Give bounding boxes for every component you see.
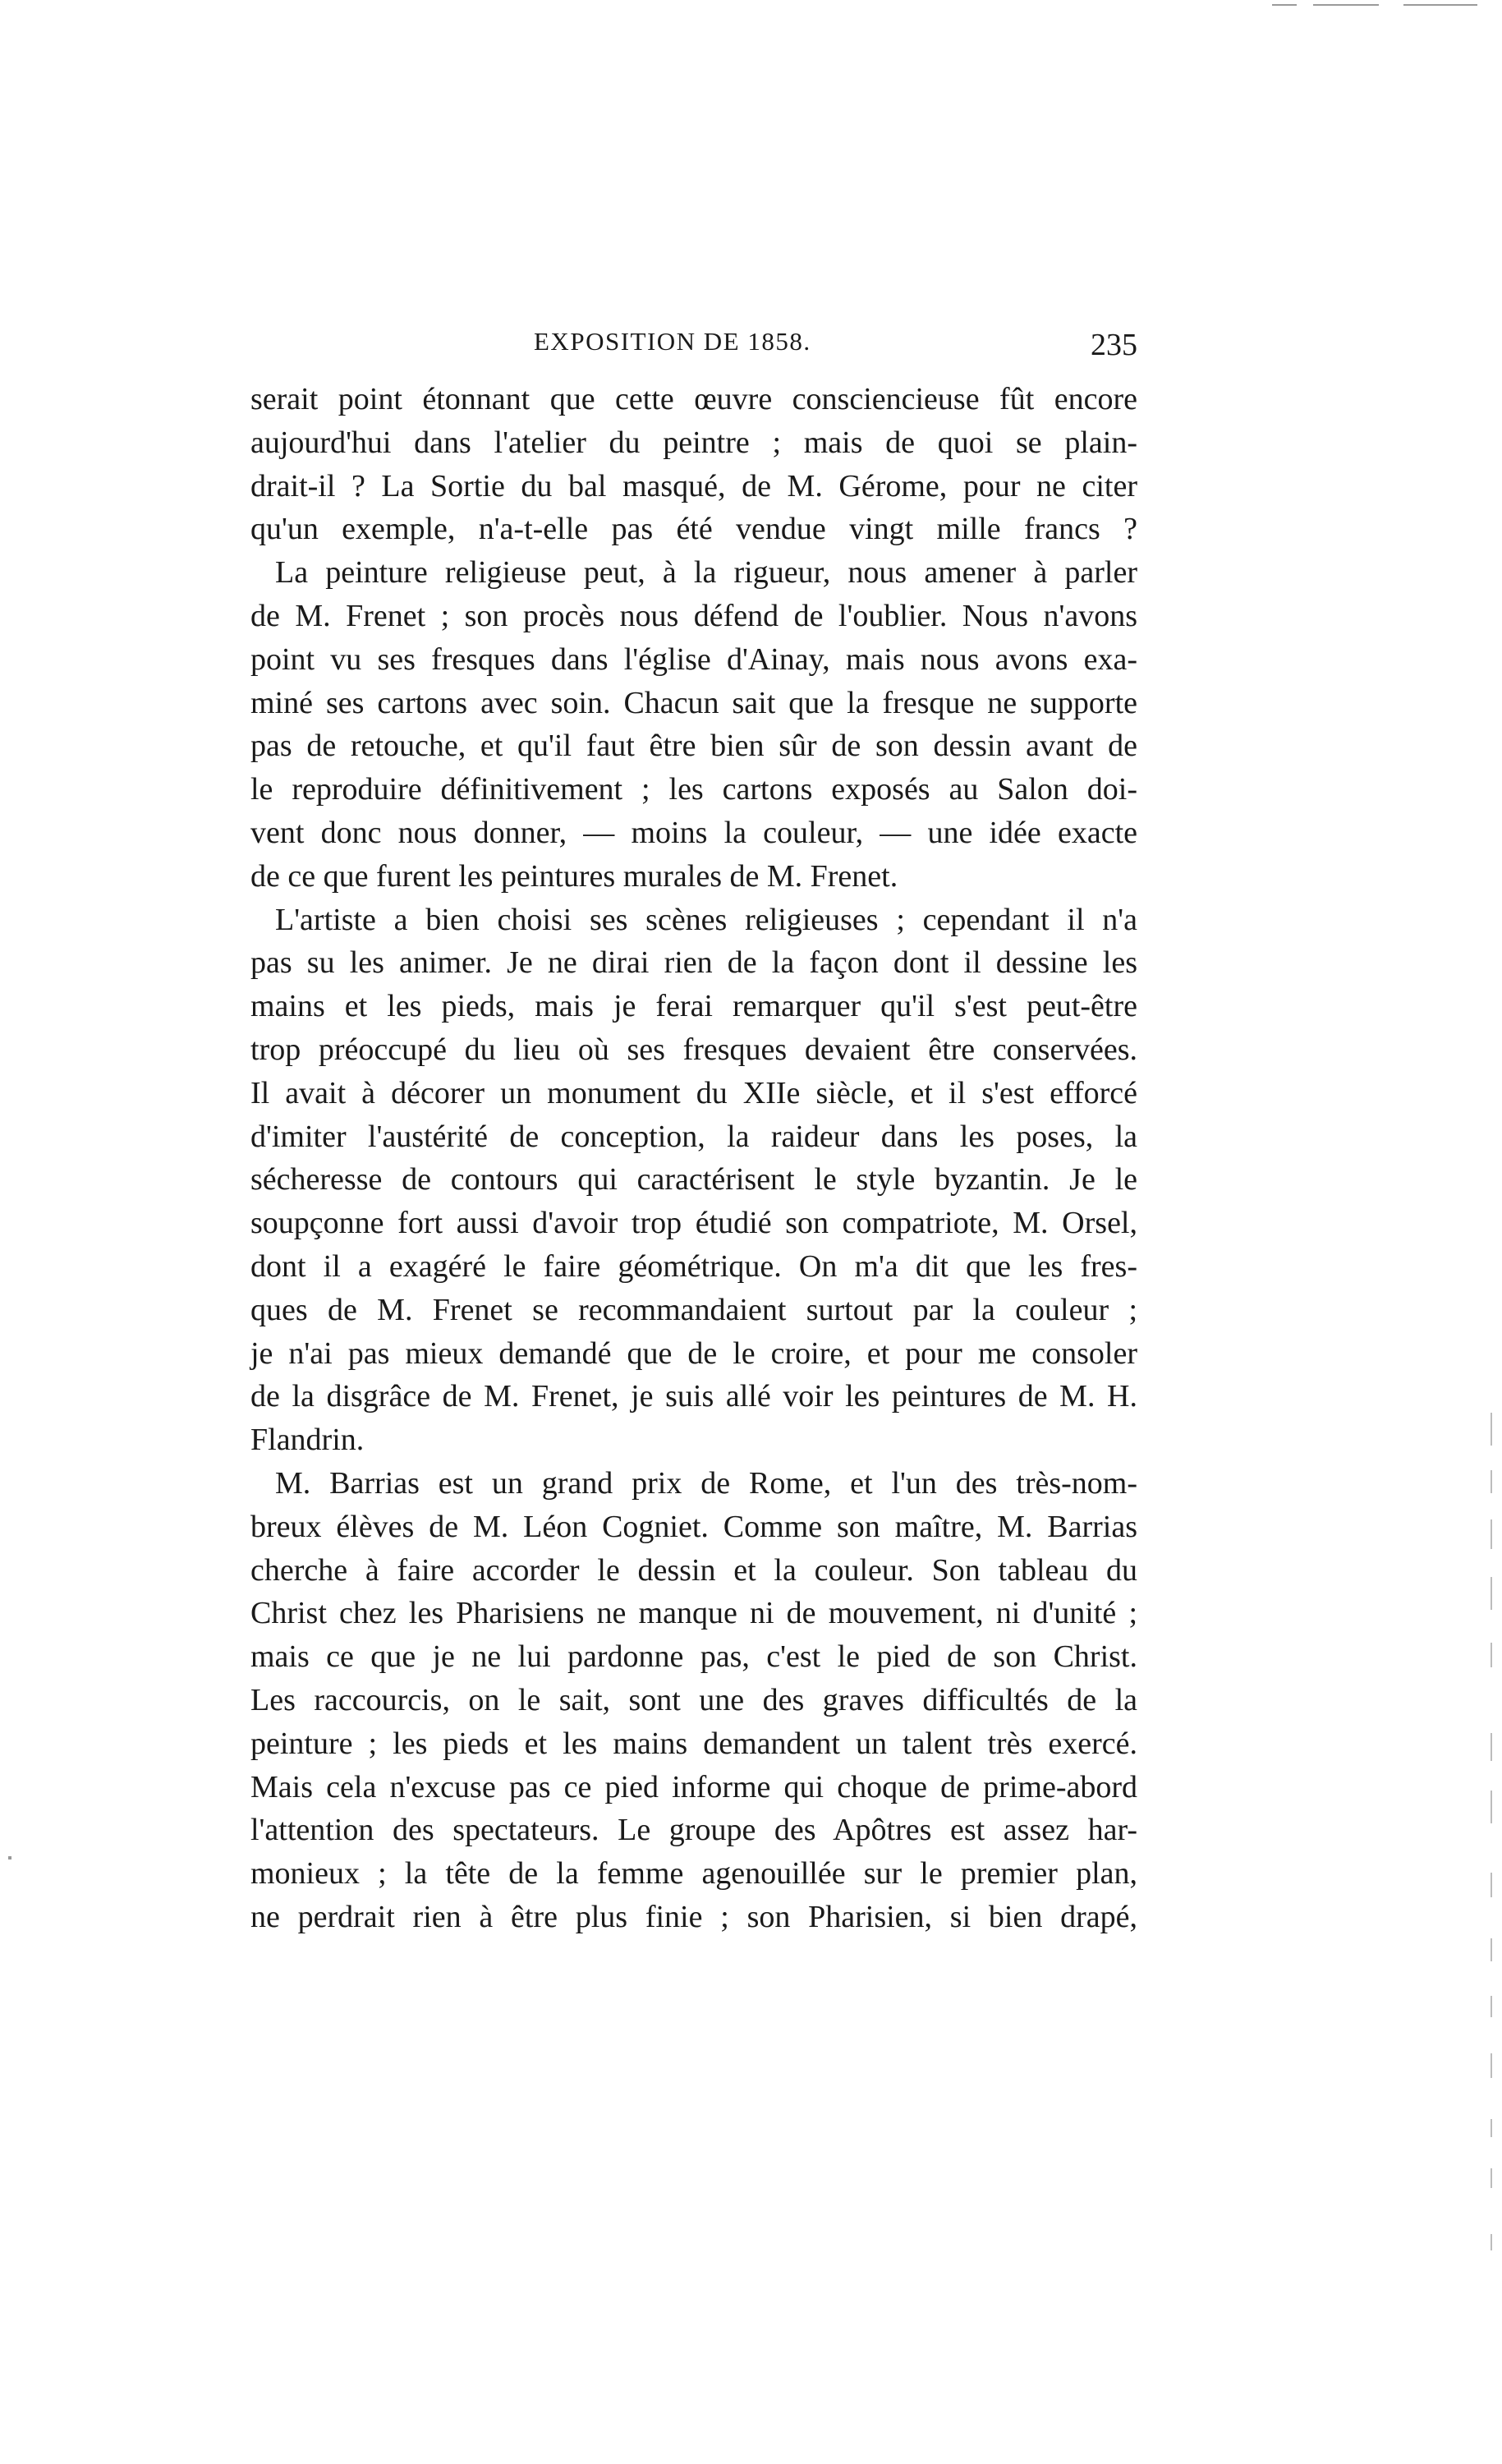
text-line: pas su les animer. Je ne dirai rien de la façon dont il dessine les [250, 945, 1137, 981]
text-line: monieux ; la tête de la femme agenouillée sur le premier plan, [250, 1856, 1137, 1892]
running-title: EXPOSITION DE 1858. [534, 327, 811, 356]
text-line: de la disgrâce de M. Frenet, je suis allé voir les peintures de M. H. [250, 1379, 1137, 1414]
text-line: ques de M. Frenet se recommandaient surtout par la couleur ; [250, 1292, 1137, 1327]
margin-mark [1491, 1413, 1492, 1446]
body-text [250, 378, 1137, 1939]
text-line: Christ chez les Pharisiens ne manque ni de mouvement, ni d'unité ; [250, 1596, 1137, 1631]
scan-edge-marks [1264, 0, 1502, 11]
page-number: 235 [1091, 328, 1137, 362]
margin-mark [1491, 2119, 1492, 2137]
margin-mark [1491, 1938, 1492, 1961]
margin-mark [1491, 1733, 1492, 1761]
text-line: Flandrin. [250, 1423, 365, 1458]
margin-mark [1491, 1996, 1492, 2017]
margin-mark [1491, 1791, 1492, 1823]
text-line: M. Barrias est un grand prix de Rome, et l'un des très-nom- [275, 1465, 1137, 1501]
text-line: La peinture religieuse peut, à la rigueur, nous amener à parler [275, 555, 1137, 591]
text-line: le reproduire définitivement ; les cartons exposés au Salon doi- [250, 772, 1137, 807]
text-line: Mais cela n'excuse pas ce pied informe qui choque de prime-abord [250, 1769, 1137, 1804]
margin-mark [1491, 1873, 1492, 1897]
text-line: trop préoccupé du lieu où ses fresques devaient être conservées. [250, 1032, 1137, 1067]
margin-mark [1491, 2234, 1492, 2250]
text-line: cherche à faire accorder le dessin et la couleur. Son tableau du [250, 1552, 1137, 1588]
text-line: mais ce que je ne lui pardonne pas, c'est le pied de son Christ. [250, 1639, 1137, 1675]
text-line: de M. Frenet ; son procès nous défend de l'oublier. Nous n'avons [250, 598, 1137, 633]
margin-mark [1491, 1519, 1492, 1549]
running-head [250, 327, 1137, 376]
text-line: miné ses cartons avec soin. Chacun sait que la fresque ne supporte [250, 685, 1137, 720]
text-line: peinture ; les pieds et les mains demandent un talent très exercé. [250, 1726, 1137, 1761]
margin-mark [1491, 2168, 1492, 2188]
text-line: sécheresse de contours qui caractérisent le style byzantin. Je le [250, 1162, 1137, 1198]
text-line: dont il a exagéré le faire géométrique. On m'a dit que les fres- [250, 1248, 1137, 1284]
text-line: l'attention des spectateurs. Le groupe des Apôtres est assez har- [250, 1813, 1137, 1848]
text-line: serait point étonnant que cette œuvre consciencieuse fût encore [250, 382, 1137, 416]
text-line: ne perdrait rien à être plus finie ; son Pharisien, si bien drapé, [250, 1899, 1137, 1934]
text-line: de ce que furent les peintures murales de M. Frenet. [250, 858, 898, 894]
margin-mark [1491, 1577, 1492, 1610]
text-line: je n'ai pas mieux demandé que de le croire, et pour me consoler [250, 1335, 1137, 1371]
text-line: breux élèves de M. Léon Cogniet. Comme son maître, M. Barrias [250, 1509, 1137, 1544]
text-line: L'artiste a bien choisi ses scènes religieuses ; cependant il n'a [275, 902, 1137, 937]
margin-mark [1491, 1643, 1492, 1667]
text-line: soupçonne fort aussi d'avoir trop étudié son compatriote, M. Orsel, [250, 1206, 1137, 1241]
text-line: point vu ses fresques dans l'église d'Ainay, mais nous avons exa- [250, 641, 1137, 677]
margin-mark [1491, 1470, 1492, 1493]
text-line: d'imiter l'austérité de conception, la raideur dans les poses, la [250, 1119, 1137, 1154]
text-line: aujourd'hui dans l'atelier du peintre ; mais de quoi se plain- [250, 425, 1137, 460]
margin-mark [8, 1856, 11, 1859]
text-line: mains et les pieds, mais je ferai remarquer qu'il s'est peut-être [250, 989, 1137, 1024]
text-line: vent donc nous donner, — moins la couleur, — une idée exacte [250, 815, 1137, 850]
text-line: drait-il ? La Sortie du bal masqué, de M. Gérome, pour ne citer [250, 468, 1137, 503]
margin-mark [1491, 2053, 1492, 2078]
text-line: Les raccourcis, on le sait, sont une des graves difficultés de la [250, 1682, 1137, 1717]
text-line: pas de retouche, et qu'il faut être bien sûr de son dessin avant de [250, 729, 1137, 764]
text-line: qu'un exemple, n'a-t-elle pas été vendue vingt mille francs ? [250, 512, 1137, 547]
text-line: Il avait à décorer un monument du XIIe siècle, et il s'est efforcé [250, 1075, 1137, 1110]
